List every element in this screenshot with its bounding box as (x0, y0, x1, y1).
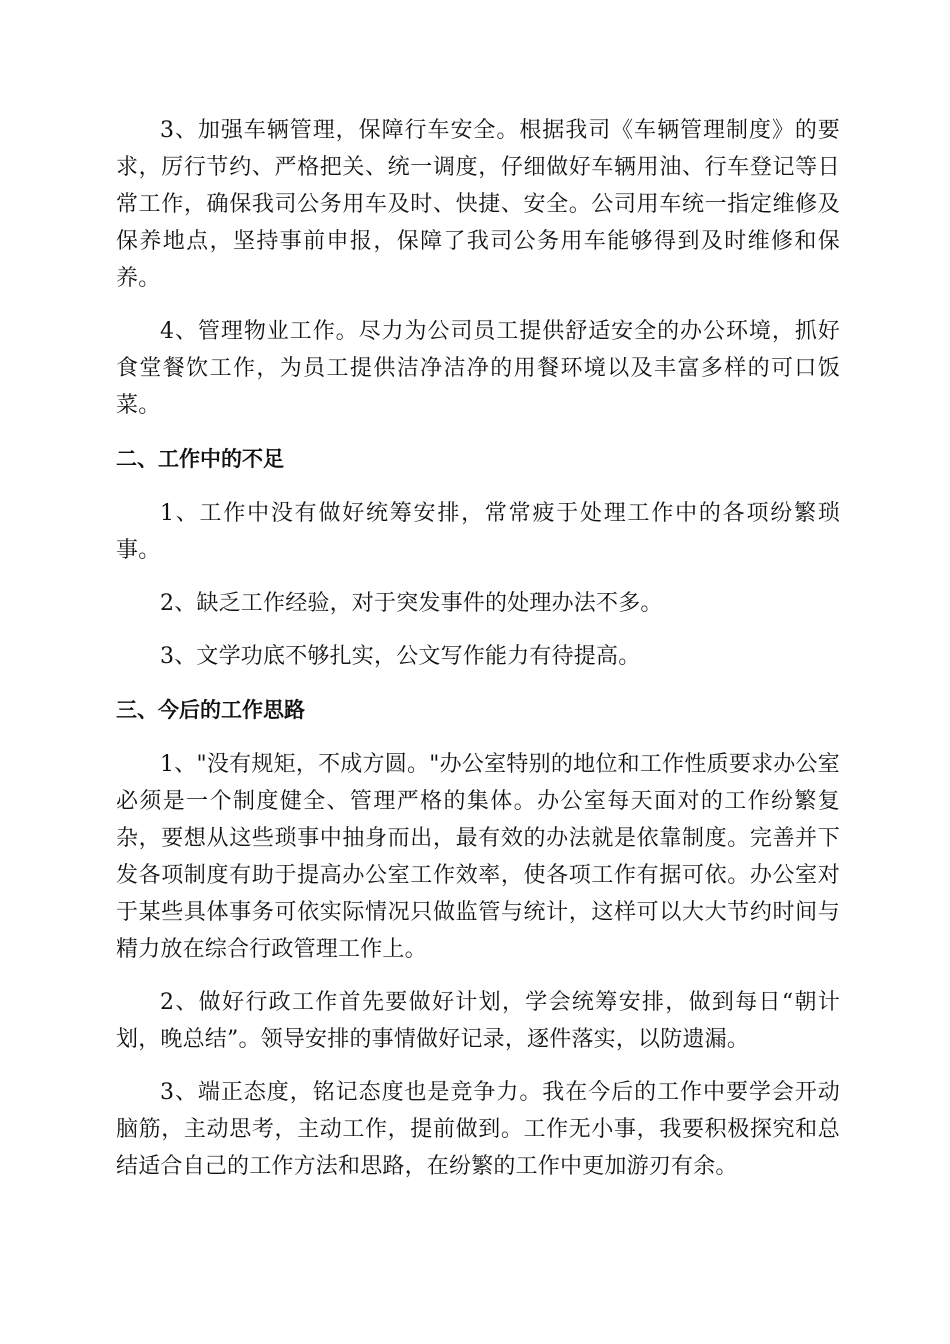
section-heading-future-plans: 三、今后的工作思路 (116, 698, 305, 722)
paragraph-shortcoming-3: 3、文学功底不够扎实，公文写作能力有待提高。 (160, 644, 641, 669)
paragraph-shortcoming-2: 2、缺乏工作经验，对于突发事件的处理办法不多。 (160, 591, 663, 616)
paragraph-vehicle-management: 3、加强车辆管理，保障行车安全。根据我司《车辆管理制度》的要求，厉行节约、严格把关、统一调度，仔细做好车辆用油、行车登记等日常工作，确保我司公务用车及时、快捷、安全。公司用车统一指定维修及保养地点，坚持事前申报，保障了我司公务用车能够得到及时维修和保养。 (116, 118, 840, 291)
paragraph-plan-2: 2、做好行政工作首先要做好计划，学会统筹安排，做到每日“朝计划，晚总结”。领导安排的事情做好记录，逐件落实，以防遗漏。 (116, 990, 840, 1052)
paragraph-plan-3: 3、端正态度，铭记态度也是竞争力。我在今后的工作中要学会开动脑筋，主动思考，主动工作，提前做到。工作无小事，我要积极探究和总结适合自己的工作方法和思路，在纷繁的工作中更加游刃有余。 (116, 1080, 840, 1179)
section-heading-shortcomings: 二、工作中的不足 (116, 447, 284, 471)
paragraph-shortcoming-1: 1、工作中没有做好统筹安排，常常疲于处理工作中的各项纷繁琐事。 (116, 501, 840, 563)
document-page (116, 112, 840, 1185)
paragraph-plan-1: 1、"没有规矩，不成方圆。"办公室特别的地位和工作性质要求办公室必须是一个制度健全、管理严格的集体。办公室每天面对的工作纷繁复杂，要想从这些琐事中抽身而出，最有效的办法就是依靠制度。完善并下发各项制度有助于提高办公室工作效率，使各项工作有据可依。办公室对于某些具体事务可依实际情况只做监管与统计，这样可以大大节约时间与精力放在综合行政管理工作上。 (116, 752, 840, 962)
paragraph-property-management: 4、管理物业工作。尽力为公司员工提供舒适安全的办公环境，抓好食堂餐饮工作，为员工提供洁净洁净的用餐环境以及丰富多样的可口饭菜。 (116, 319, 840, 418)
